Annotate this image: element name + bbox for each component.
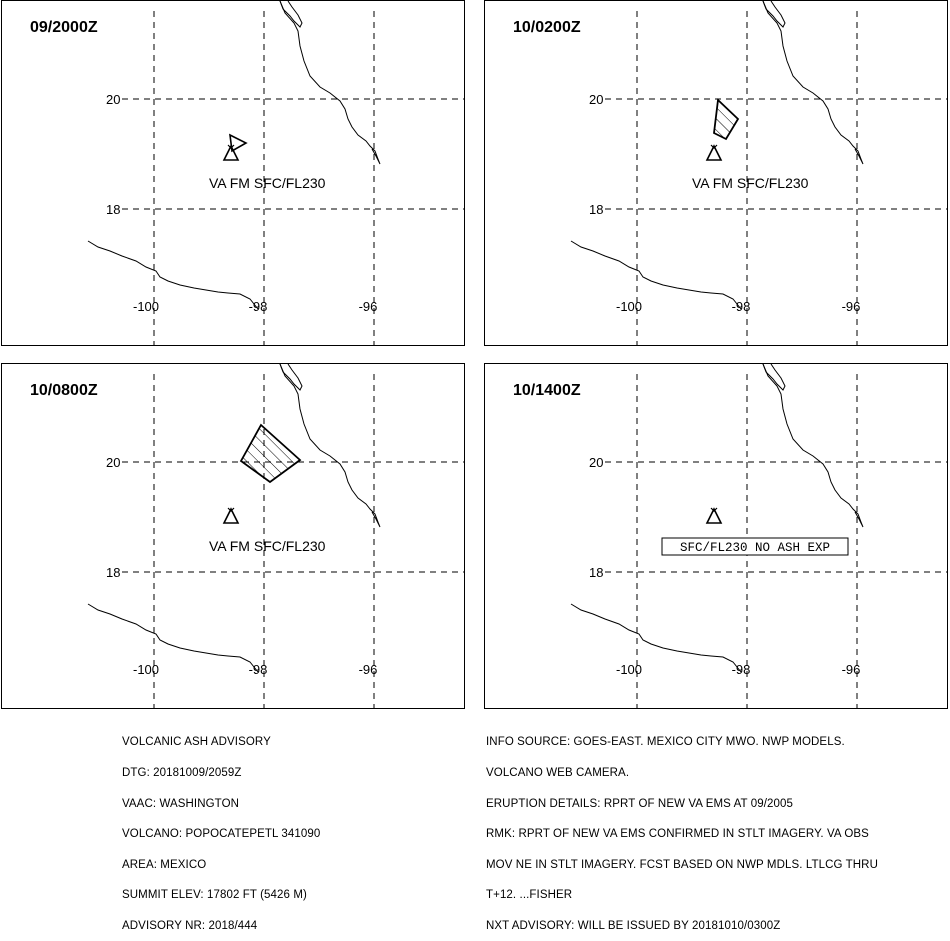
pacific-coastline <box>88 604 258 672</box>
ash-cloud-area <box>230 135 246 151</box>
advisory-line: VOLCANIC ASH ADVISORY <box>122 736 271 749</box>
pacific-coastline <box>571 604 741 672</box>
lagoon-coastline <box>280 1 302 27</box>
advisory-line: NXT ADVISORY: WILL BE ISSUED BY 20181010/0300Z <box>486 919 781 932</box>
advisory-right-block <box>486 717 878 941</box>
longitude-label: -98 <box>248 299 268 314</box>
advisory-line: ADVISORY NR: 2018/444 <box>122 919 258 932</box>
panel-time-title: 10/0200Z <box>513 19 581 36</box>
pacific-coastline <box>571 241 741 309</box>
longitude-label: -98 <box>731 662 751 677</box>
map-svg-4 <box>485 364 948 709</box>
longitude-label: -96 <box>841 662 861 677</box>
longitude-label: -96 <box>841 299 861 314</box>
advisory-line: ERUPTION DETAILS: RPRT OF NEW VA EMS AT 09/2005 <box>486 797 793 810</box>
latitude-label: 20 <box>106 455 121 470</box>
gulf-coastline <box>280 1 380 164</box>
ash-level-label: VA FM SFC/FL230 <box>209 175 326 191</box>
latitude-label: 18 <box>589 202 604 217</box>
lagoon-coastline <box>280 364 302 390</box>
advisory-line: VOLCANO WEB CAMERA. <box>486 767 630 779</box>
longitude-label: -100 <box>132 662 160 677</box>
pacific-coastline <box>88 241 258 309</box>
longitude-label: -96 <box>358 662 378 677</box>
advisory-line: VAAC: WASHINGTON <box>122 797 240 810</box>
advisory-line: INFO SOURCE: GOES-EAST. MEXICO CITY MWO. NWP MODELS. <box>486 736 845 749</box>
panel-time-title: 10/1400Z <box>513 382 581 399</box>
advisory-left-block <box>122 717 320 941</box>
advisory-line: MOV NE IN STLT IMAGERY. FCST BASED ON NWP MDLS. LTLCG THRU <box>486 858 878 871</box>
longitude-label: -98 <box>731 299 751 314</box>
gulf-coastline <box>763 1 863 164</box>
map-svg-3 <box>2 364 465 709</box>
advisory-line: T+12. ...FISHER <box>486 889 573 902</box>
ash-cloud-area <box>714 100 738 139</box>
map-panel-3 <box>1 363 465 709</box>
advisory-line: RMK: RPRT OF NEW VA EMS CONFIRMED IN STLT IMAGERY. VA OBS <box>486 828 869 841</box>
map-layer <box>571 364 948 709</box>
map-layer <box>88 1 465 346</box>
advisory-line: VOLCANO: POPOCATEPETL 341090 <box>122 828 321 841</box>
ash-cloud-area <box>241 425 300 482</box>
latitude-label: 18 <box>106 565 121 580</box>
ash-level-label: SFC/FL230 NO ASH EXP <box>679 541 831 555</box>
map-layer <box>88 364 465 709</box>
longitude-label: -100 <box>615 662 643 677</box>
ash-level-label: VA FM SFC/FL230 <box>209 538 326 554</box>
map-svg-1 <box>2 1 465 346</box>
panel-time-title: 10/0800Z <box>30 382 98 399</box>
map-panel-4 <box>484 363 948 709</box>
ash-level-label: VA FM SFC/FL230 <box>692 175 809 191</box>
panel-time-title: 09/2000Z <box>30 19 98 36</box>
longitude-label: -100 <box>615 299 643 314</box>
latitude-label: 20 <box>106 92 121 107</box>
advisory-line: AREA: MEXICO <box>122 858 207 871</box>
map-svg-2 <box>485 1 948 346</box>
lagoon-coastline <box>763 1 785 27</box>
gulf-coastline <box>280 364 380 527</box>
gulf-coastline <box>763 364 863 527</box>
latitude-label: 18 <box>589 565 604 580</box>
map-layer <box>571 1 948 346</box>
latitude-label: 20 <box>589 92 604 107</box>
lagoon-coastline <box>763 364 785 390</box>
longitude-label: -98 <box>248 662 268 677</box>
advisory-line: DTG: 20181009/2059Z <box>122 767 242 779</box>
latitude-label: 20 <box>589 455 604 470</box>
map-panel-2 <box>484 0 948 346</box>
longitude-label: -96 <box>358 299 378 314</box>
advisory-line: SUMMIT ELEV: 17802 FT (5426 M) <box>122 889 307 902</box>
latitude-label: 18 <box>106 202 121 217</box>
longitude-label: -100 <box>132 299 160 314</box>
map-panel-1 <box>1 0 465 346</box>
